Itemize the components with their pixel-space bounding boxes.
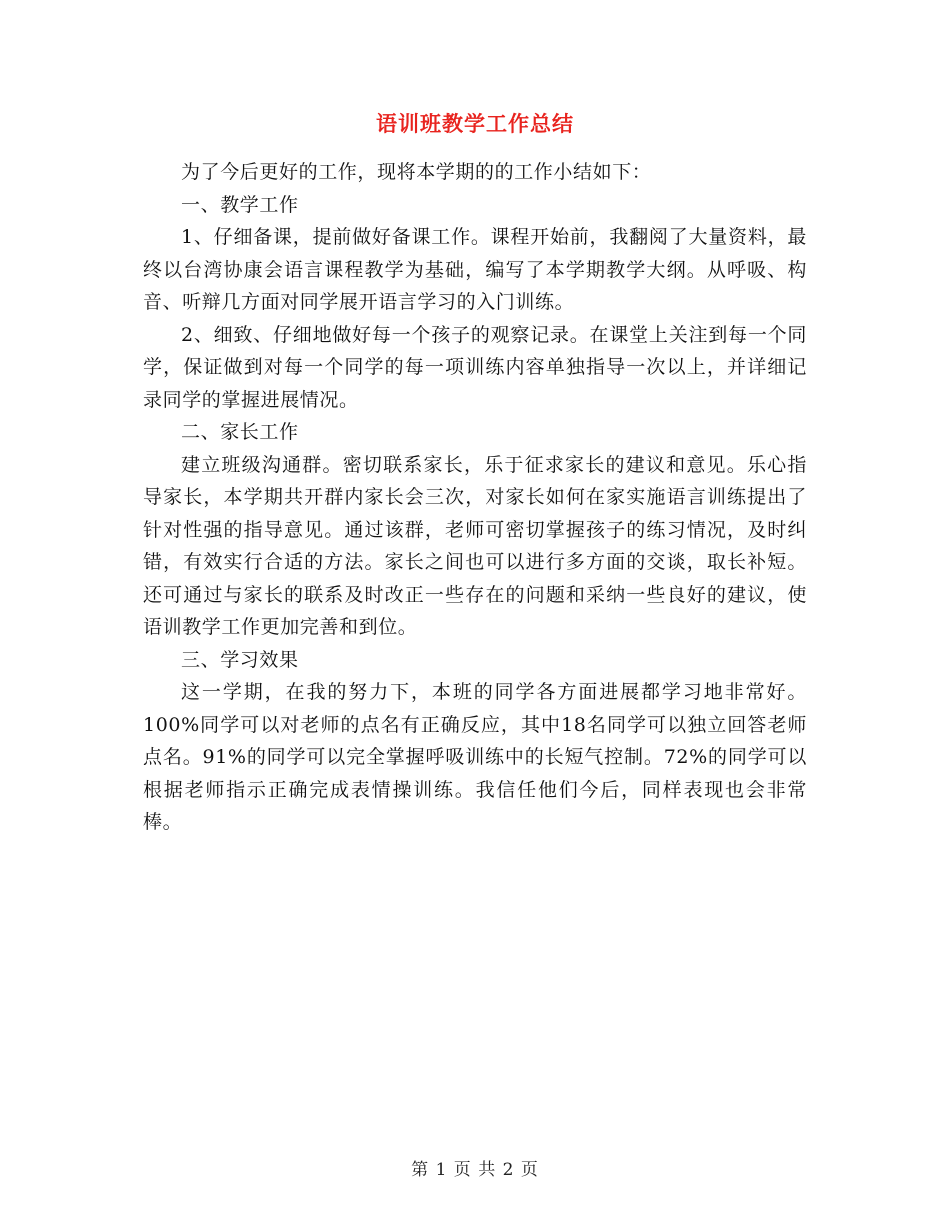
- section-heading-teaching: 一、教学工作: [181, 193, 299, 216]
- intro-paragraph: 为了今后更好的工作，现将本学期的的工作小结如下：: [181, 161, 652, 183]
- paragraph-results: 这一学期，在我的努力下，本班的同学各方面进展都学习地非常好。100%同学可以对老师的点名有正确反应，其中18名同学可以独立回答老师点名。91%的同学可以完全掌握呼吸训练中的长短气控制。72%的同学可以根据老师指示正确完成表情操训练。我信任他们今后，同样表现也会非常棒。: [143, 681, 807, 833]
- document-body: [143, 156, 807, 839]
- document-title: 语训班教学工作总结: [376, 112, 574, 136]
- section-heading-parents: 二、家长工作: [181, 421, 299, 443]
- paragraph-parent-group: 建立班级沟通群。密切联系家长，乐于征求家长的建议和意见。乐心指导家长，本学期共开群内家长会三次，对家长如何在家实施语言训练提出了针对性强的指导意见。通过该群，老师可密切掌握孩子的练习情况，及时纠错，有效实行合适的方法。家长之间也可以进行多方面的交谈，取长补短。还可通过与家长的联系及时改正一些存在的问题和采纳一些良好的建议，使语训教学工作更加完善和到位。: [143, 453, 807, 638]
- page-number-footer: 第 1 页 共 2 页: [411, 1160, 539, 1180]
- section-heading-results: 三、学习效果: [181, 648, 299, 671]
- paragraph-observation: 2、细致、仔细地做好每一个孩子的观察记录。在课堂上关注到每一个同学，保证做到对每一个同学的每一项训练内容单独指导一次以上，并详细记录同学的掌握进展情况。: [143, 323, 807, 411]
- paragraph-lesson-prep: 1、仔细备课，提前做好备课工作。课程开始前，我翻阅了大量资料，最终以台湾协康会语言课程教学为基础，编写了本学期教学大纲。从呼吸、构音、听辩几方面对同学展开语言学习的入门训练。: [143, 226, 807, 313]
